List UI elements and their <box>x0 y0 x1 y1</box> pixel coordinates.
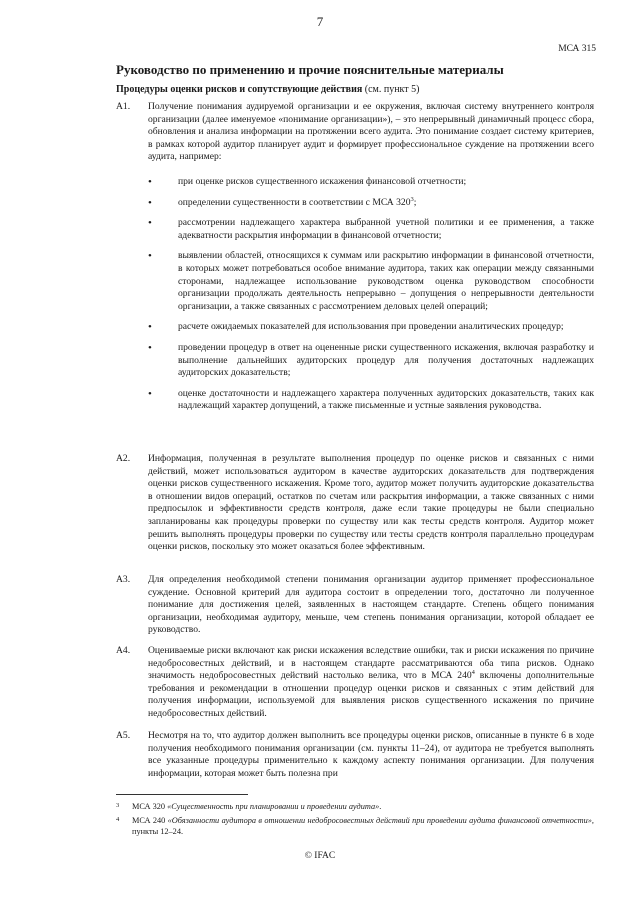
page-footer: © IFAC <box>304 851 336 861</box>
list-item: • проведении процедур в ответ на оцененные риски существенного искажения, включая разработку и выполнение дальнейших аудиторских процедур для получения достаточных надлежащих аудиторских доказательств; <box>148 342 594 380</box>
paragraph-number: A5. <box>116 730 131 741</box>
footnote-title: «Обязанности аудитора в отношении недобросовестных действий при проведении аудита финансовой отчетности» <box>167 816 592 825</box>
list-item: • расчете ожидаемых показателей для использования при проведении аналитических процедур; <box>148 321 594 334</box>
footnote-tail: . <box>379 802 382 811</box>
subheading-title: Процедуры оценки рисков и сопутствующие действия <box>116 84 363 95</box>
paragraph-a1 <box>116 101 594 413</box>
subheading-reference: (см. пункт 5) <box>362 84 420 95</box>
list-item: • при оценке рисков существенного искажения финансовой отчетности; <box>148 176 594 189</box>
paragraph-text: Для определения необходимой степени понимания организации аудитор применяет профессиональное суждение. Основной критерий для аудитора состоит в определении того, достаточно ли полученное понимание для достижения целей, заявленных в настоящем стандарте. Степень общего понимания организации, необходимая аудитору, меньше, чем степень понимания организации, которой обладает ее руководство. <box>148 574 594 636</box>
page-number: 7 <box>316 14 324 29</box>
paragraph-a3 <box>116 574 594 637</box>
bullet-list <box>148 176 594 413</box>
footnote-mark: 3 <box>116 802 120 809</box>
footnote-code: МСА 320 <box>132 802 168 811</box>
footnote-ref: 4 <box>471 669 475 676</box>
footnote-4 <box>116 815 594 837</box>
paragraph-a2 <box>116 453 594 554</box>
paragraph-number: A3. <box>116 574 131 585</box>
list-item-text: определении существенности в соответствии с МСА 320 <box>178 196 411 208</box>
list-item: • выявлении областей, относящихся к суммам или раскрытию информации в финансовой отчетности, в которых может потребоваться особое внимание аудитора, таких как операции между связанными сторонами, надлежащее использование руководством оценка руководством способности организации продолжать деятельность непрерывно – допущения о непрерывности деятельности организации, а также связанных с рассмотрением деловых целей операций; <box>148 250 594 313</box>
list-item: • рассмотрении надлежащего характера выбранной учетной политики и ее применения, а также адекватности раскрытия информации в финансовой отчетности; <box>148 217 594 242</box>
footnote-divider <box>116 794 248 795</box>
footnote-3 <box>116 801 594 812</box>
footnote-mark: 4 <box>116 816 120 823</box>
footnote-title: «Существенность при планировании и проведении аудита» <box>167 802 380 811</box>
list-item <box>148 197 594 210</box>
paragraph-text-part: Оцениваемые риски включают как риски искажения вследствие ошибки, так и риски искажения по причине недобросовестных действий, и в настоящем стандарте рассматриваются оба типа рисков. Однако значимость недобросовестных действий настолько велика, что в МСА 240 <box>148 645 594 682</box>
list-item-tail: ; <box>413 196 417 208</box>
section-subheading <box>116 84 596 95</box>
paragraph-a5 <box>116 730 594 780</box>
paragraph-a4 <box>116 645 594 721</box>
footnote-code: МСА 240 <box>132 816 168 825</box>
paragraph-number: A1. <box>116 101 131 112</box>
paragraph-text: Несмотря на то, что аудитор должен выполнить все процедуры оценки рисков, описанные в пункте 6 в ходе получения необходимого понимания организации (см. пункты 11–24), от аудитора не требуется выполнять все указанные процедуры применительно к каждому аспекту понимания организации. Для получения информации, которая может быть полезна при <box>148 730 594 779</box>
paragraph-text: Информация, полученная в результате выполнения процедур по оценке рисков и связанных с ними действий, может использоваться аудитором в качестве аудиторских доказательств для подтверждения оценки рисков существенного искажения. Кроме того, аудитор может получить аудиторские доказательства в отношении видов операций, остатков по счетам или раскрытия информации, а также связанных с ними предпосылок и эффективности средств контроля, даже если такие процедуры не были специально запланированы как процедуры проверки по существу или как тесты средств контроля. Аудитор может решить выполнять процедуры проверки по существу или тесты средств контроля параллельно процедурам оценки рисков, поскольку это может оказаться более эффективным. <box>148 453 594 553</box>
document-code: МСА 315 <box>558 44 596 54</box>
paragraph-text <box>148 645 594 721</box>
list-item: • оценке достаточности и надлежащего характера полученных аудиторских доказательств, таких как надлежащий характер допущений, а также письменные и устные заявления руководства. <box>148 388 594 413</box>
footnote-tail: , пункты 12–24. <box>132 816 594 836</box>
paragraph-number: A4. <box>116 645 131 656</box>
footnote-ref: 3 <box>410 195 414 203</box>
paragraph-number: A2. <box>116 453 131 464</box>
section-heading: Руководство по применению и прочие пояснительные материалы <box>116 62 504 77</box>
paragraph-text-part: включены дополнительные требования и рекомендации в отношении процедур оценки рисков и связанных с этим действий для получения информации, используемой для выявления рисков существенного искажения по причине недобросовестных действий. <box>148 670 595 719</box>
paragraph-text: Получение понимания аудируемой организации и ее окружения, включая систему внутреннего контроля организации (далее именуемое «понимание организации»), – это непрерывный динамичный процесс сбора, обновления и анализа информации на протяжении всего аудита. Это понимание создает систему критериев, в рамках которой аудитор планирует аудит и формирует профессиональное суждение на протяжении всего аудита, например: <box>148 101 594 163</box>
